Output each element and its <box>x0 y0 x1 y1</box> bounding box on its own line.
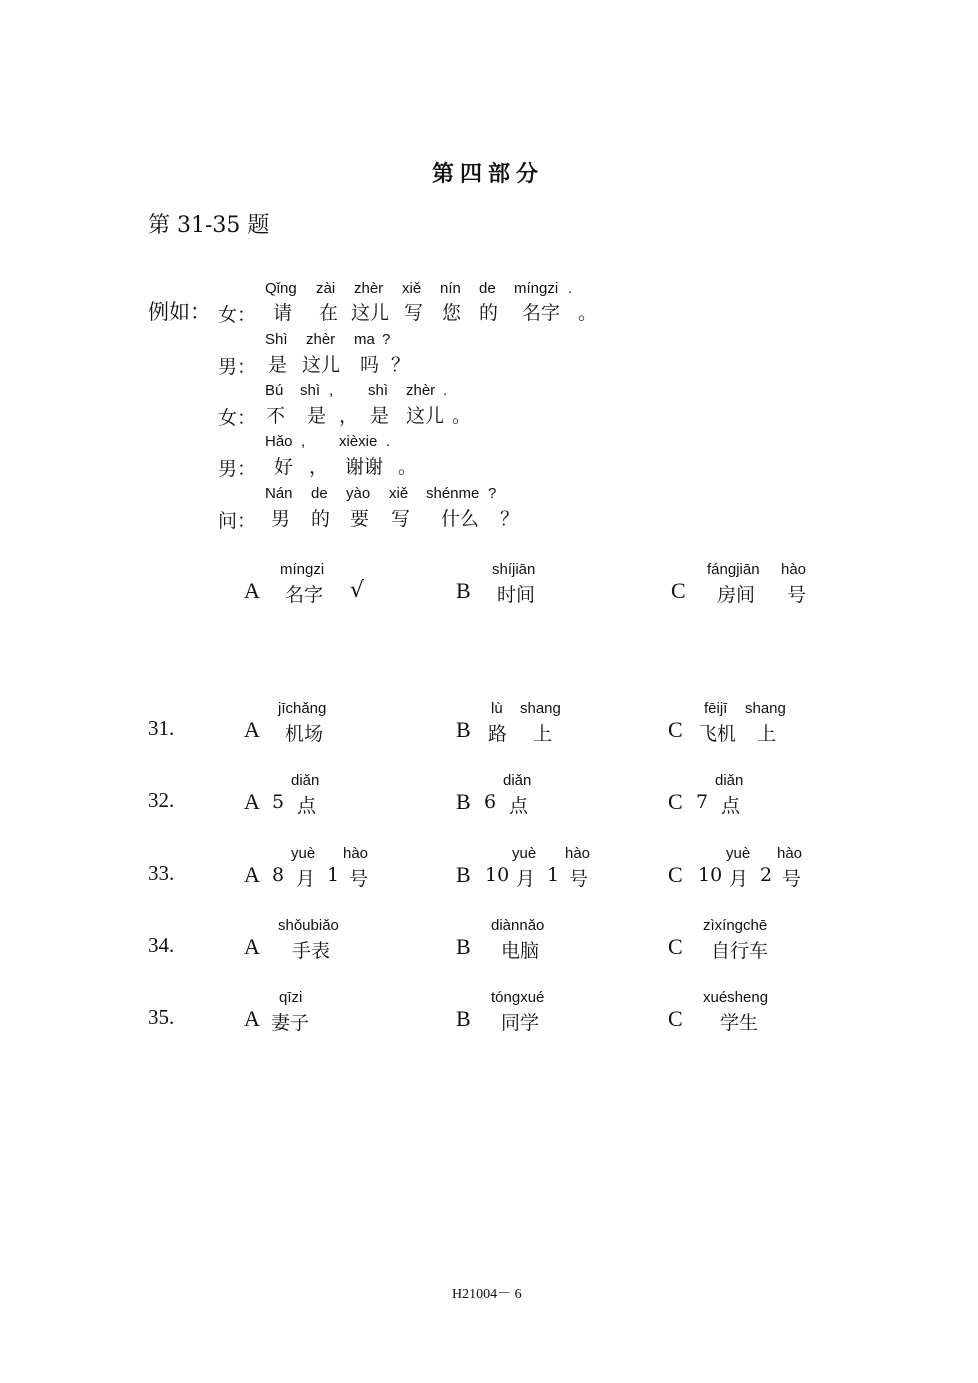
option-letter: C <box>668 717 683 742</box>
pinyin: ma <box>354 331 375 348</box>
pinyin: xuésheng <box>703 989 769 1006</box>
hanzi: ， <box>309 456 329 478</box>
pinyin: , <box>329 382 334 399</box>
check-mark-icon: √ <box>350 578 365 603</box>
option-letter: B <box>456 862 471 887</box>
hanzi: 是 <box>370 405 390 427</box>
pinyin: jīchǎng <box>278 700 327 717</box>
hanzi: 是 <box>268 354 288 376</box>
hanzi: ？ <box>500 508 520 530</box>
hanzi: 6 <box>484 791 497 813</box>
option-letter: C <box>668 934 683 959</box>
hanzi: 谢谢 <box>345 456 384 478</box>
hanzi: 1 <box>327 864 340 886</box>
hanzi: 。 <box>452 405 472 427</box>
hanzi: 名字 <box>285 584 324 606</box>
hanzi: 不 <box>266 405 286 427</box>
hanzi: 8 <box>272 864 285 886</box>
pinyin: de <box>311 485 328 502</box>
pinyin: zhèr <box>306 331 336 348</box>
option-letter: B <box>456 789 471 814</box>
hanzi: 吗 <box>360 354 380 376</box>
pinyin: diǎn <box>715 772 744 789</box>
option-letter: A <box>244 578 260 603</box>
pinyin: yuè <box>726 845 751 862</box>
hanzi: 。 <box>398 456 418 478</box>
option-letter: C <box>668 862 683 887</box>
hanzi: 的 <box>311 508 331 530</box>
pinyin: . <box>568 280 573 297</box>
question-number: 33. <box>148 861 175 885</box>
option-letter: C <box>668 789 683 814</box>
hanzi: 这儿 <box>406 405 445 427</box>
speaker-label: 问： <box>218 510 257 532</box>
hanzi: 的 <box>479 302 499 324</box>
pinyin: yào <box>346 485 371 502</box>
hanzi: 上 <box>533 723 553 745</box>
question-number: 32. <box>148 788 175 812</box>
hanzi: 电脑 <box>501 940 540 962</box>
pinyin: shang <box>745 700 786 717</box>
hanzi: 好 <box>274 456 294 478</box>
pinyin: hào <box>343 845 369 862</box>
pinyin: zhèr <box>406 382 436 399</box>
pinyin: míngzi <box>280 561 325 578</box>
question-range: 第 31-35 题 <box>148 213 270 238</box>
pinyin: ? <box>382 331 391 348</box>
hanzi: 在 <box>319 302 339 324</box>
pinyin: Bú <box>265 382 284 399</box>
option-letter: A <box>244 717 260 742</box>
hanzi: ？ <box>391 354 411 376</box>
pinyin: fángjiān <box>707 561 760 578</box>
option-letter: A <box>244 789 260 814</box>
pinyin: shǒubiǎo <box>278 917 339 934</box>
hanzi: 月 <box>516 868 536 890</box>
speaker-label: 女： <box>218 304 257 326</box>
hanzi: 什么 <box>441 508 480 530</box>
question-number: 35. <box>148 1005 175 1029</box>
hanzi: 10 <box>485 864 510 886</box>
pinyin: zhèr <box>354 280 384 297</box>
pinyin: zìxíngchē <box>703 917 768 934</box>
hanzi: 月 <box>729 868 749 890</box>
speaker-label: 女： <box>218 407 257 429</box>
hanzi: 机场 <box>285 723 324 745</box>
pinyin: fēijī <box>704 700 728 717</box>
hanzi: 是 <box>307 405 327 427</box>
hanzi: 房间 <box>717 584 756 606</box>
pinyin: yuè <box>291 845 316 862</box>
hanzi: 点 <box>721 795 741 817</box>
option-letter: B <box>456 717 471 742</box>
hanzi: 5 <box>272 791 285 813</box>
hanzi: 自行车 <box>711 940 769 962</box>
hanzi: 同学 <box>501 1012 540 1034</box>
hanzi: 要 <box>350 508 370 530</box>
hanzi: ， <box>339 405 359 427</box>
pinyin: lù <box>491 700 503 717</box>
pinyin: . <box>443 382 448 399</box>
page-footer: H21004－ 6 <box>452 1287 522 1302</box>
option-letter: C <box>668 1006 683 1031</box>
hanzi: 上 <box>757 723 777 745</box>
pinyin: ? <box>488 485 497 502</box>
speaker-label: 男： <box>218 356 257 378</box>
question-number: 34. <box>148 933 175 957</box>
hanzi: 号 <box>787 584 807 606</box>
pinyin: diǎn <box>503 772 532 789</box>
pinyin: shì <box>368 382 389 399</box>
option-letter: B <box>456 578 471 603</box>
pinyin: nín <box>440 280 461 297</box>
hanzi: 10 <box>698 864 723 886</box>
hanzi: 点 <box>509 795 529 817</box>
hanzi: 1 <box>547 864 560 886</box>
pinyin: de <box>479 280 496 297</box>
hanzi: 写 <box>404 302 424 324</box>
pinyin: diǎn <box>291 772 320 789</box>
hanzi: 请 <box>273 302 293 324</box>
hanzi: 2 <box>760 864 773 886</box>
pinyin: xièxie <box>339 433 378 450</box>
question-number: 31. <box>148 716 175 740</box>
option-letter: C <box>671 578 686 603</box>
hanzi: 号 <box>569 868 589 890</box>
pinyin: Qǐng <box>265 280 297 297</box>
pinyin: Hǎo <box>265 433 293 450</box>
option-letter: A <box>244 862 260 887</box>
hanzi: 。 <box>578 302 598 324</box>
hanzi: 7 <box>696 791 709 813</box>
pinyin: hào <box>565 845 591 862</box>
pinyin: zài <box>316 280 336 297</box>
hanzi: 学生 <box>720 1012 759 1034</box>
pinyin: xiě <box>389 485 409 502</box>
speaker-label: 男： <box>218 458 257 480</box>
option-letter: B <box>456 1006 471 1031</box>
hanzi: 手表 <box>292 940 331 962</box>
hanzi: 时间 <box>497 584 536 606</box>
hanzi: 号 <box>782 868 802 890</box>
pinyin: qīzi <box>279 989 303 1006</box>
pinyin: shang <box>520 700 561 717</box>
hanzi: 这儿 <box>302 354 341 376</box>
hanzi: 路 <box>488 723 508 745</box>
pinyin: , <box>301 433 306 450</box>
hanzi: 点 <box>297 795 317 817</box>
pinyin: míngzi <box>514 280 559 297</box>
example-label: 例如： <box>148 300 211 324</box>
pinyin: diànnǎo <box>491 917 545 934</box>
hanzi: 这儿 <box>351 302 390 324</box>
pinyin: Shì <box>265 331 288 348</box>
hanzi: 写 <box>391 508 411 530</box>
option-letter: A <box>244 1006 260 1031</box>
hanzi: 男 <box>271 508 291 530</box>
pinyin: yuè <box>512 845 537 862</box>
pinyin: Nán <box>265 485 293 502</box>
pinyin: tóngxué <box>491 989 545 1006</box>
option-letter: A <box>244 934 260 959</box>
hanzi: 您 <box>442 302 462 324</box>
option-letter: B <box>456 934 471 959</box>
pinyin: . <box>386 433 391 450</box>
hanzi: 名字 <box>522 302 561 324</box>
pinyin: hào <box>781 561 807 578</box>
pinyin: xiě <box>402 280 422 297</box>
hanzi: 号 <box>349 868 369 890</box>
hanzi: 月 <box>296 868 316 890</box>
pinyin: shíjiān <box>492 561 536 578</box>
section-title: 第四部分 <box>432 161 545 187</box>
pinyin: shì <box>300 382 321 399</box>
pinyin: shénme <box>426 485 480 502</box>
hanzi: 飞机 <box>698 723 737 745</box>
pinyin: hào <box>777 845 803 862</box>
hanzi: 妻子 <box>271 1012 310 1034</box>
